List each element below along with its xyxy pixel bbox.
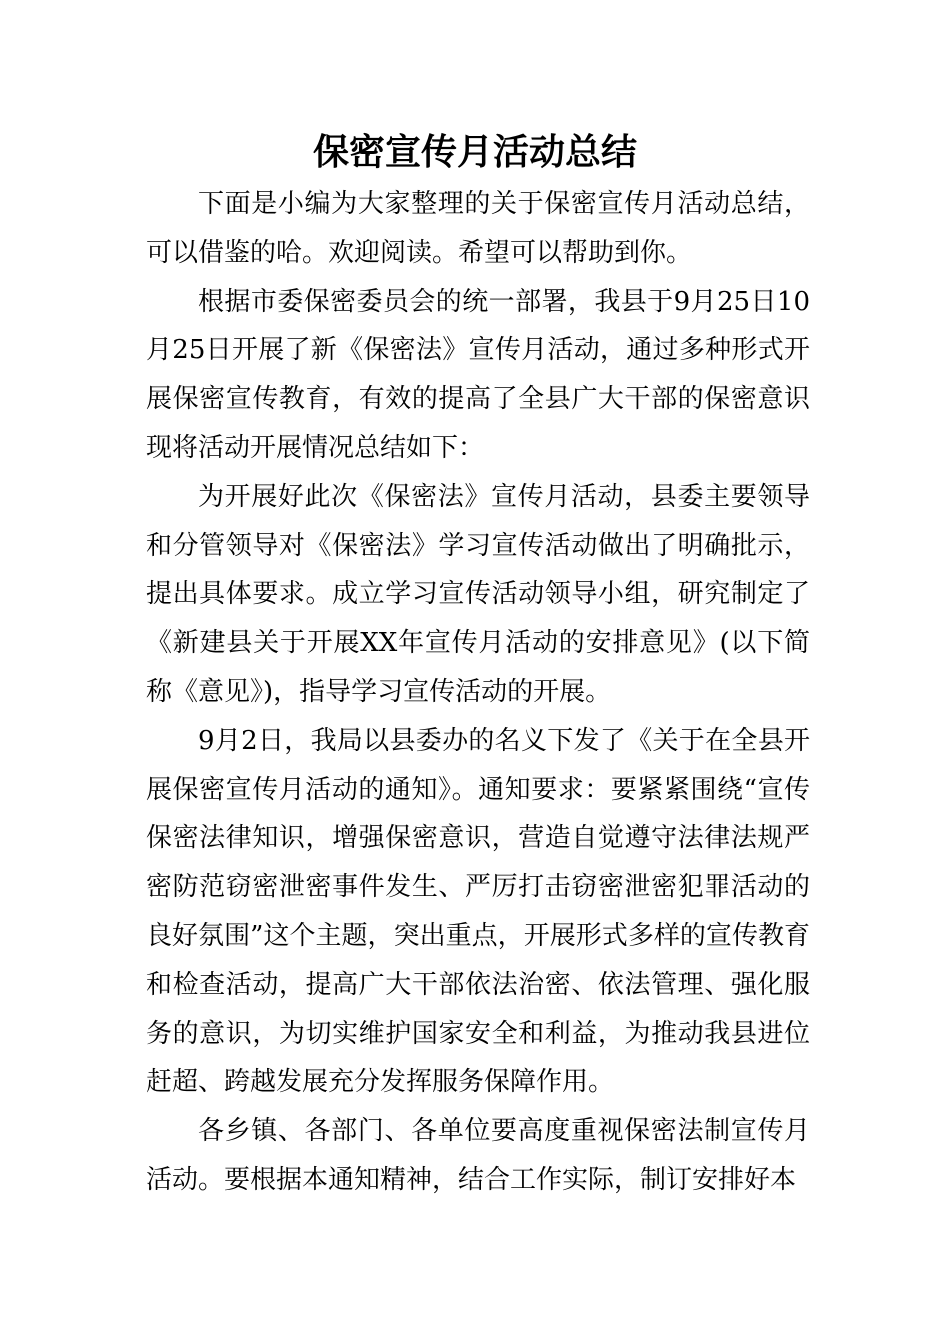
document-body	[146, 180, 810, 1205]
paragraph-deployment: 根据市委保密委员会的统一部署，我县于9月25日10月25日开展了新《保密法》宣传月活动，通过多种形式开展保密宣传教育，有效的提高了全县广大干部的保密意识现将活动开展情况总结如下：	[146, 286, 810, 463]
paragraph-leadership: 为开展好此次《保密法》宣传月活动，县委主要领导和分管领导对《保密法》学习宣传活动做出了明确批示，提出具体要求。成立学习宣传活动领导小组，研究制定了《新建县关于开展XX年宣传月活动的安排意见》(以下简称《意见》)，指导学习宣传活动的开展。	[146, 481, 810, 707]
document-title: 保密宣传月活动总结	[312, 131, 637, 173]
paragraph-notice: 9月2日，我局以县委办的名义下发了《关于在全县开展保密宣传月活动的通知》。通知要求：要紧紧围绕“宣传保密法律知识，增强保密意识，营造自觉遵守法律法规严密防范窃密泄密事件发生、严厉打击窃密泄密犯罪活动的良好氛围”这个主题，突出重点，开展形式多样的宣传教育和检查活动，提高广大干部依法治密、依法管理、强化服务的意识，为切实维护国家安全和利益，为推动我县进位赶超、跨越发展充分发挥服务保障作用。	[146, 725, 810, 1098]
paragraph-requirements: 各乡镇、各部门、各单位要高度重视保密法制宣传月活动。要根据本通知精神，结合工作实际，制订安排好本	[146, 1116, 810, 1195]
paragraph-intro: 下面是小编为大家整理的关于保密宣传月活动总结，可以借鉴的哈。欢迎阅读。希望可以帮助到你。	[146, 189, 810, 268]
